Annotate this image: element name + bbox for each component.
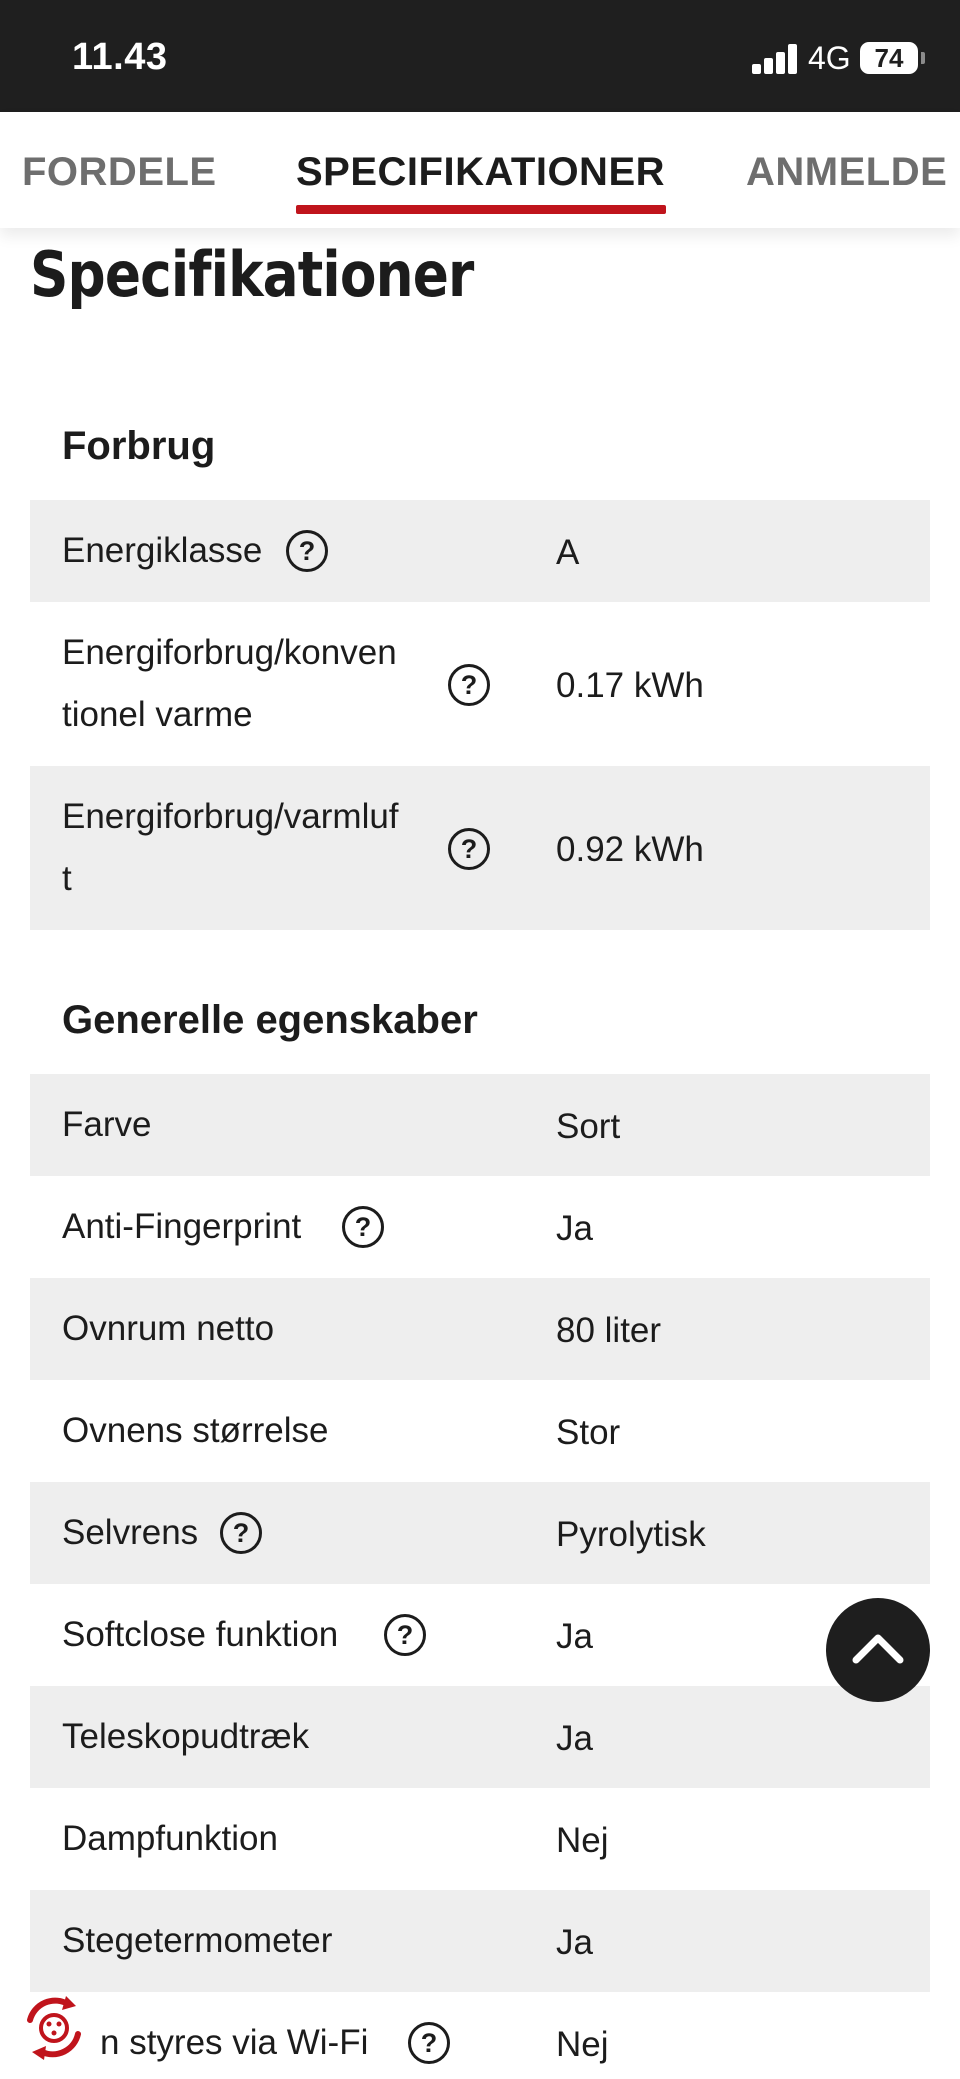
spec-row (30, 766, 930, 930)
spec-label: Stegetermometer (62, 1921, 333, 1960)
spec-label-line: Energiforbrug/varmluf (62, 797, 399, 836)
spec-row (30, 1788, 930, 1890)
page-title: Specifikationer (30, 238, 474, 311)
spec-label-line: tionel varme (62, 695, 253, 734)
spec-row (30, 1074, 930, 1176)
spec-row (30, 602, 930, 766)
tab-anmeldelser[interactable]: ANMELDE (746, 150, 948, 194)
status-bar (0, 0, 960, 112)
recycle-icon (16, 1990, 92, 2066)
help-icon[interactable]: ? (448, 828, 490, 870)
spec-value: Ja (556, 1923, 593, 1962)
help-icon[interactable]: ? (448, 664, 490, 706)
spec-label: Ovnrum netto (62, 1309, 275, 1348)
spec-row (30, 500, 930, 602)
spec-label: Dampfunktion (62, 1819, 278, 1858)
spec-label: n styres via Wi-Fi (100, 2023, 369, 2062)
spec-row (30, 1380, 930, 1482)
spec-value: Sort (556, 1107, 621, 1146)
help-icon[interactable]: ? (408, 2022, 450, 2064)
spec-row (30, 1482, 930, 1584)
spec-row (30, 1584, 930, 1686)
spec-row (30, 1278, 930, 1380)
tab-specifikationer[interactable]: SPECIFIKATIONER (296, 150, 666, 194)
spec-label: Teleskopudtræk (62, 1717, 310, 1756)
chevron-up-icon (852, 1628, 904, 1668)
recycle-badge-button[interactable] (16, 1990, 92, 2066)
spec-value: 80 liter (556, 1311, 662, 1350)
signal-icon (752, 44, 798, 74)
spec-label: Softclose funktion (62, 1615, 339, 1654)
spec-row (30, 1686, 930, 1788)
help-icon[interactable]: ? (220, 1512, 262, 1554)
help-icon[interactable]: ? (286, 530, 328, 572)
spec-row (30, 1890, 930, 1992)
spec-value: Ja (556, 1209, 593, 1248)
battery-cap (921, 52, 925, 64)
battery-icon: 74 (860, 42, 918, 74)
spec-value: Nej (556, 2025, 609, 2064)
spec-value: Stor (556, 1413, 621, 1452)
spec-label (62, 622, 397, 746)
spec-value: Ja (556, 1617, 593, 1656)
spec-value: Pyrolytisk (556, 1515, 706, 1554)
spec-label: Energiklasse (62, 531, 263, 570)
spec-value: Ja (556, 1719, 593, 1758)
help-icon[interactable]: ? (342, 1206, 384, 1248)
tab-fordele[interactable]: FORDELE (22, 150, 217, 194)
spec-value: 0.92 kWh (556, 830, 704, 869)
spec-label: Farve (62, 1105, 152, 1144)
spec-row (30, 1176, 930, 1278)
section-title-forbrug: Forbrug (62, 424, 216, 468)
spec-value: 0.17 kWh (556, 666, 704, 705)
spec-label: Selvrens (62, 1513, 199, 1552)
network-label: 4G (808, 40, 851, 76)
section-title-generelle-egenskaber: Generelle egenskaber (62, 998, 478, 1042)
spec-label (62, 786, 399, 910)
help-icon[interactable]: ? (384, 1614, 426, 1656)
spec-label-line: Energiforbrug/konven (62, 633, 397, 672)
scroll-to-top-button[interactable] (826, 1598, 930, 1702)
spec-value: A (556, 533, 580, 572)
spec-row (30, 1992, 930, 2079)
spec-label: Anti-Fingerprint (62, 1207, 302, 1246)
spec-label-line: t (62, 859, 72, 898)
status-time: 11.43 (72, 36, 168, 78)
spec-label: Ovnens størrelse (62, 1411, 329, 1450)
spec-value: Nej (556, 1821, 609, 1860)
tab-bar (0, 112, 960, 228)
active-tab-indicator (296, 205, 666, 214)
